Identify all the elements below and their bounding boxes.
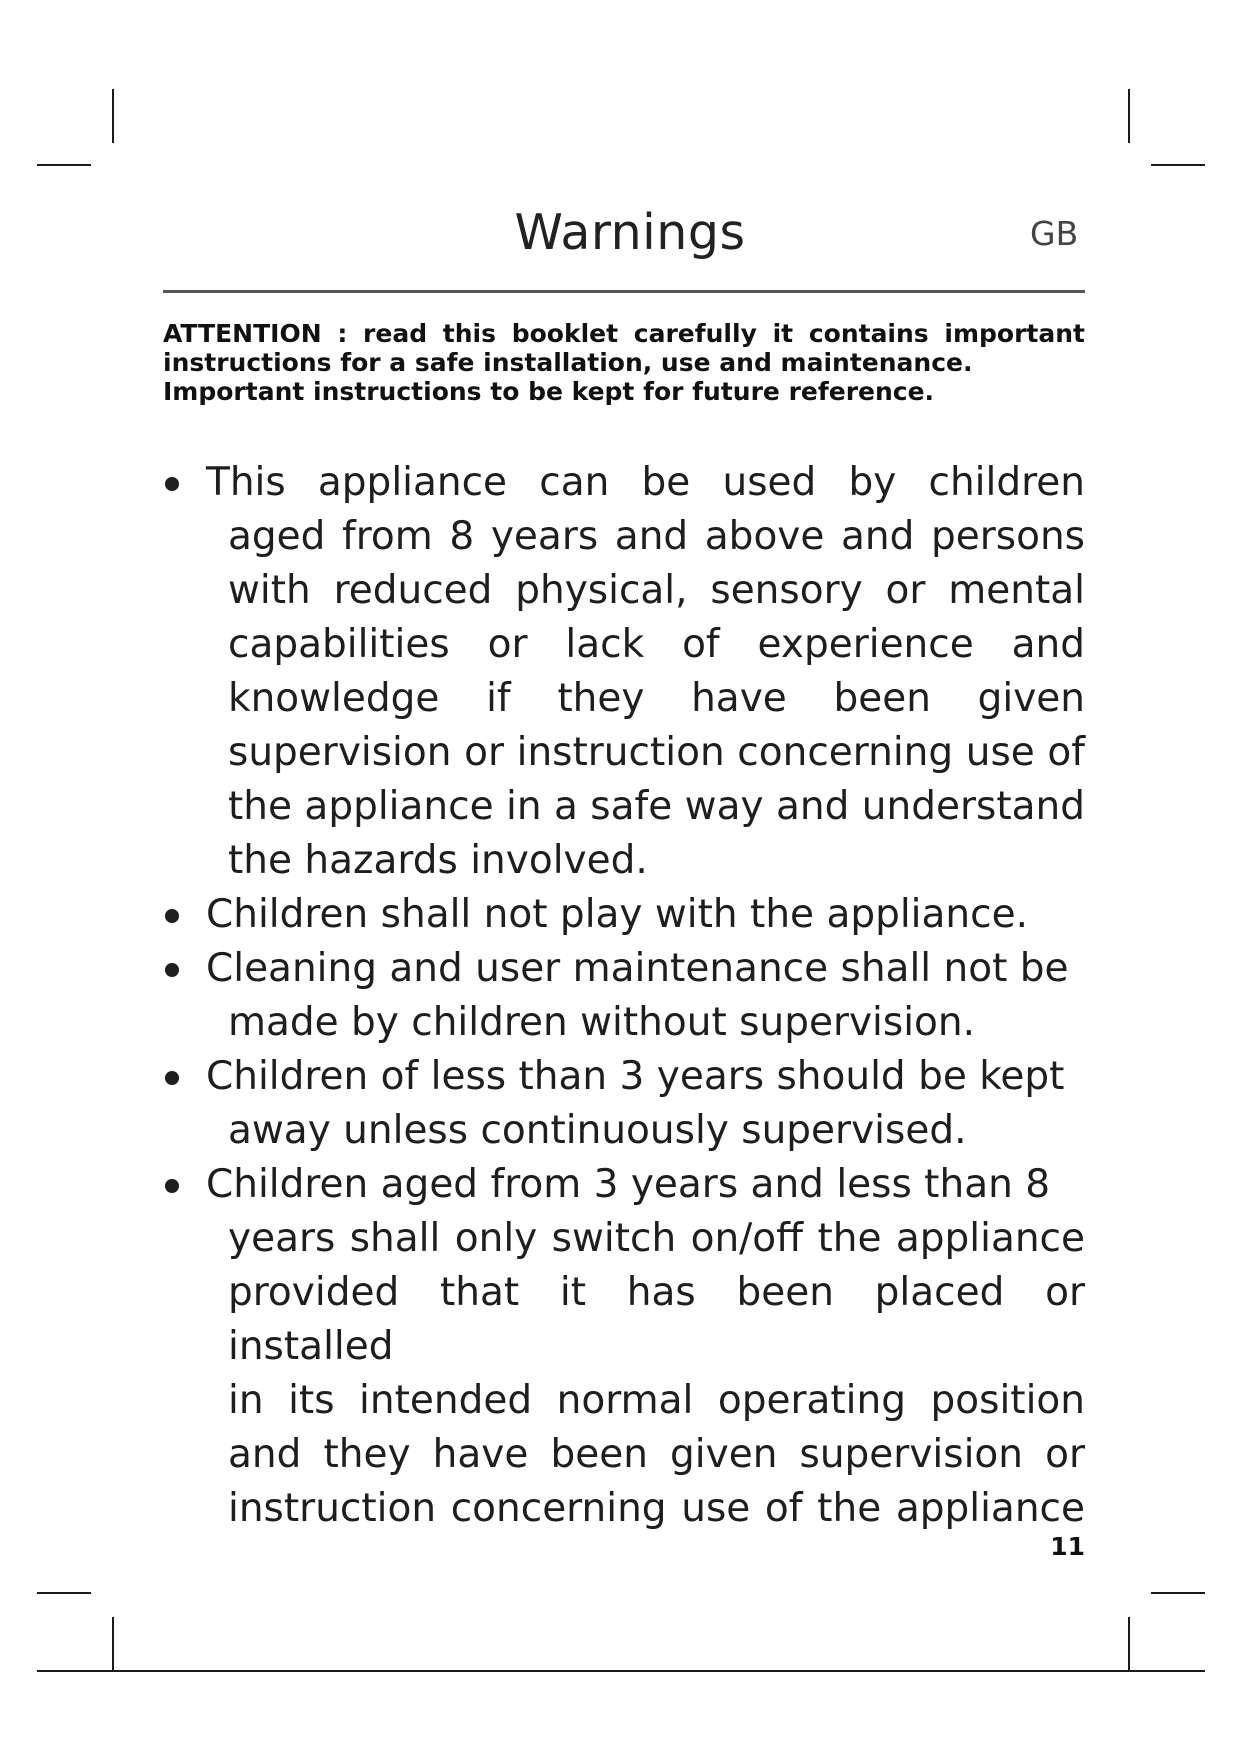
warning-line: made by children without supervision.: [228, 1000, 976, 1045]
warning-line: Children of less than 3 years should be kept: [206, 1054, 1065, 1099]
warning-line: the appliance in a safe way and understand: [228, 784, 1085, 829]
bullet-icon: [165, 909, 179, 923]
warning-line: supervision or instruction concerning use of: [228, 730, 1085, 775]
warning-item: [163, 1050, 1085, 1158]
language-code: GB: [1030, 214, 1079, 253]
warning-line: instruction concerning use of the appliance: [228, 1486, 1085, 1531]
attention-line: instructions for a safe installation, use and maintenance.: [163, 348, 973, 377]
bullet-icon: [165, 1179, 179, 1193]
crop-mark-top-right-horizontal: [1151, 164, 1205, 166]
warning-line: years shall only switch on/off the appliance: [228, 1216, 1085, 1261]
attention-line: Important instructions to be kept for future reference.: [163, 377, 935, 406]
bullet-icon: [165, 477, 179, 491]
crop-mark-bottom-left-vertical: [112, 1617, 114, 1671]
bullet-icon: [165, 963, 179, 977]
warning-item: [163, 888, 1085, 942]
crop-mark-top-left-vertical: [112, 89, 114, 143]
trim-line-bottom: [37, 1670, 1205, 1672]
warning-line: Cleaning and user maintenance shall not be: [206, 946, 1069, 991]
warning-line: This appliance can be used by children: [206, 460, 1085, 505]
warning-line: with reduced physical, sensory or mental: [228, 568, 1085, 613]
bullet-icon: [165, 1071, 179, 1085]
crop-mark-bottom-right-horizontal: [1151, 1592, 1205, 1594]
crop-mark-bottom-right-vertical: [1128, 1617, 1130, 1671]
title-divider: [163, 290, 1085, 293]
warning-line: aged from 8 years and above and persons: [228, 514, 1085, 559]
warning-line: and they have been given supervision or: [228, 1432, 1085, 1477]
crop-mark-bottom-left-horizontal: [37, 1592, 91, 1594]
warning-line: Children shall not play with the appliance.: [206, 892, 1028, 937]
warning-line: away unless continuously supervised.: [228, 1108, 967, 1153]
warnings-list: [163, 456, 1085, 1536]
warning-line: the hazards involved.: [228, 838, 648, 883]
warning-item: [163, 1158, 1085, 1536]
attention-notice: [163, 319, 1085, 406]
crop-mark-top-right-vertical: [1128, 89, 1130, 143]
crop-mark-top-left-horizontal: [37, 164, 91, 166]
warning-line: capabilities or lack of experience and: [228, 622, 1085, 667]
page-title: Warnings: [514, 204, 746, 261]
warning-line: Children aged from 3 years and less than 8: [206, 1162, 1051, 1207]
attention-line: ATTENTION : read this booklet carefully it contains important: [163, 319, 1085, 348]
warning-item: [163, 942, 1085, 1050]
warning-line: in its intended normal operating position: [228, 1378, 1085, 1423]
warning-line: knowledge if they have been given: [228, 676, 1085, 721]
page-number: 11: [1050, 1532, 1085, 1561]
warning-line: provided that it has been placed or installed: [228, 1270, 1085, 1369]
warning-item: [163, 456, 1085, 888]
